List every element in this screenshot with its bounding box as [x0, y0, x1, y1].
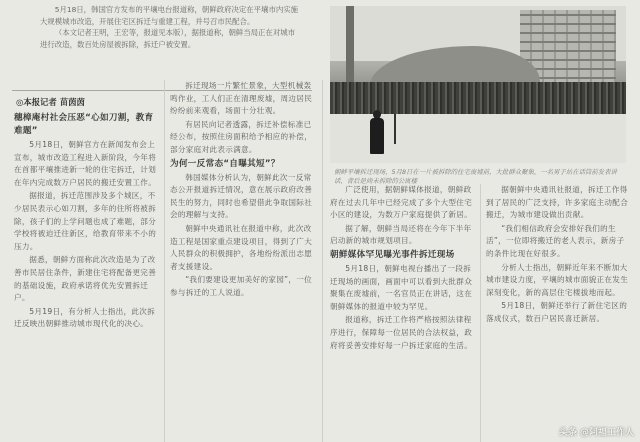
article-paragraph: 朝鲜中央通讯社在报道中称，此次改造工程是国家重点建设项目，得到了广大人民群众的积极拥护，各地纷纷派出志愿者支援建设。: [170, 223, 313, 271]
article-paragraph: 报道称，拆迁工作将严格按照法律程序进行，保障每一位居民的合法权益，政府将妥善安排好每一户拆迁家庭的生活。: [330, 315, 473, 350]
intro-paragraph: 5月18日，韩国官方发布的平壤电台报道称，朝鲜政府决定在平壤市内实施大规模城市改造，开展住宅区拆迁与重建工程，并号召市民配合。: [40, 5, 299, 26]
article-paragraph: “我们要建设更加美好的家园”，一位参与拆迁的工人说道。: [170, 275, 313, 297]
article-headline: 穗樟庵村社会压恶“心如刀割，教育难题”: [14, 113, 154, 136]
article-paragraph: 据了解，朝鲜当局还将在今年下半年启动新的城市规划项目。: [330, 223, 472, 246]
photo-pole: [346, 6, 354, 92]
photo-caption: 朝鲜平壤拆迁现场，5月8日在一片被拆除的住宅废墟前，大批群众聚集，一名男子站在话筒前发表讲话，背后是尚未拆除的公寓楼: [334, 168, 617, 185]
article-paragraph: 据悉，朝鲜方面称此次改造是为了改善市民居住条件，新建住宅将配备更完善的基础设施，政府承诺将优先安置拆迁户。: [14, 255, 157, 303]
article-paragraph: 韩国媒体分析认为，朝鲜此次一反常态公开报道拆迁情况，意在展示政府改善民生的努力，同时也希望借此争取国际社会的理解与支持。: [170, 172, 313, 220]
article-paragraph: 5月19日，有分析人士指出，此次拆迁反映出朝鲜推动城市现代化的决心。: [14, 306, 156, 329]
column-rule: [480, 184, 481, 442]
article-paragraph: 5月18日，朝鲜电视台播出了一段拆迁现场的画面，画面中可以看到大批群众聚集在废墟前，一名官员正在讲话，这在朝鲜媒体的报道中较为罕见。: [330, 263, 473, 311]
article-column-1: [14, 112, 160, 332]
intro-paragraph: （本文记者王明，王宏等，报道见本版），据报道称，朝鲜当局正在对城市进行改造，数百处房屋被拆除，拆迁户被安置。: [40, 28, 295, 49]
column-rule: [322, 80, 323, 442]
article-paragraph: 据报道，拆迁范围涉及多个城区，不少居民表示心如刀割，多年的住所将被拆除，孩子们的上学问题也成了难题，部分学校将被迫迁往新区，给教育带来不小的压力。: [14, 191, 157, 251]
article-column-3: [330, 184, 476, 353]
news-photo: [330, 6, 626, 163]
article-column-2: [170, 80, 316, 301]
intro-block: [40, 4, 302, 50]
article-subheadline: 朝鲜媒体罕见曝光事件拆迁现场: [330, 249, 455, 260]
article-paragraph: 分析人士指出，朝鲜近年来不断加大城市建设力度，平壤的城市面貌正在发生深刻变化，新的高层住宅楼拔地而起。: [486, 262, 629, 297]
article-paragraph: 据朝鲜中央通讯社报道，拆迁工作得到了居民的广泛支持，许多家庭主动配合搬迁，为城市建设做出贡献。: [486, 185, 629, 220]
article-paragraph: “我们相信政府会安排好我们的生活”，一位即将搬迁的老人表示，新房子的条件比现在好很多。: [486, 223, 625, 258]
article-paragraph: 拆迁现场一片繁忙景象，大型机械轰鸣作业，工人们正在清理废墟，周边居民纷纷前来观看，场面十分壮观。: [170, 81, 313, 116]
article-column-4: [486, 184, 632, 327]
watermark: 头条 @阿福工作人: [558, 428, 634, 438]
byline: ◎本报记者 苗茵茵: [16, 97, 85, 107]
photo-speaker: [370, 110, 384, 154]
article-paragraph: 广泛使用，据朝鲜媒体报道，朝鲜政府在过去几年中已经完成了多个大型住宅小区的建设，为数万户家庭提供了新居。: [330, 185, 473, 220]
photo-microphone-stand: [394, 114, 396, 144]
article-paragraph: 5月18日，朝鲜还举行了新住宅区的落成仪式，数百户居民喜迁新居。: [486, 301, 628, 323]
column-rule: [164, 80, 165, 442]
article-paragraph: 有居民向记者透露，拆迁补偿标准已经公布，按照住房面积给予相应的补偿，部分家庭对此表示满意。: [170, 119, 313, 154]
article-subheadline: 为何一反常态“自曝其短”？: [170, 158, 280, 169]
article-paragraph: 5月18日，朝鲜官方在新闻发布会上宣布，城市改造工程进入新阶段，今年将在首都平壤推进新一轮的住宅拆迁，计划在年内完成数万户居民的搬迁安置工作。: [14, 140, 157, 187]
